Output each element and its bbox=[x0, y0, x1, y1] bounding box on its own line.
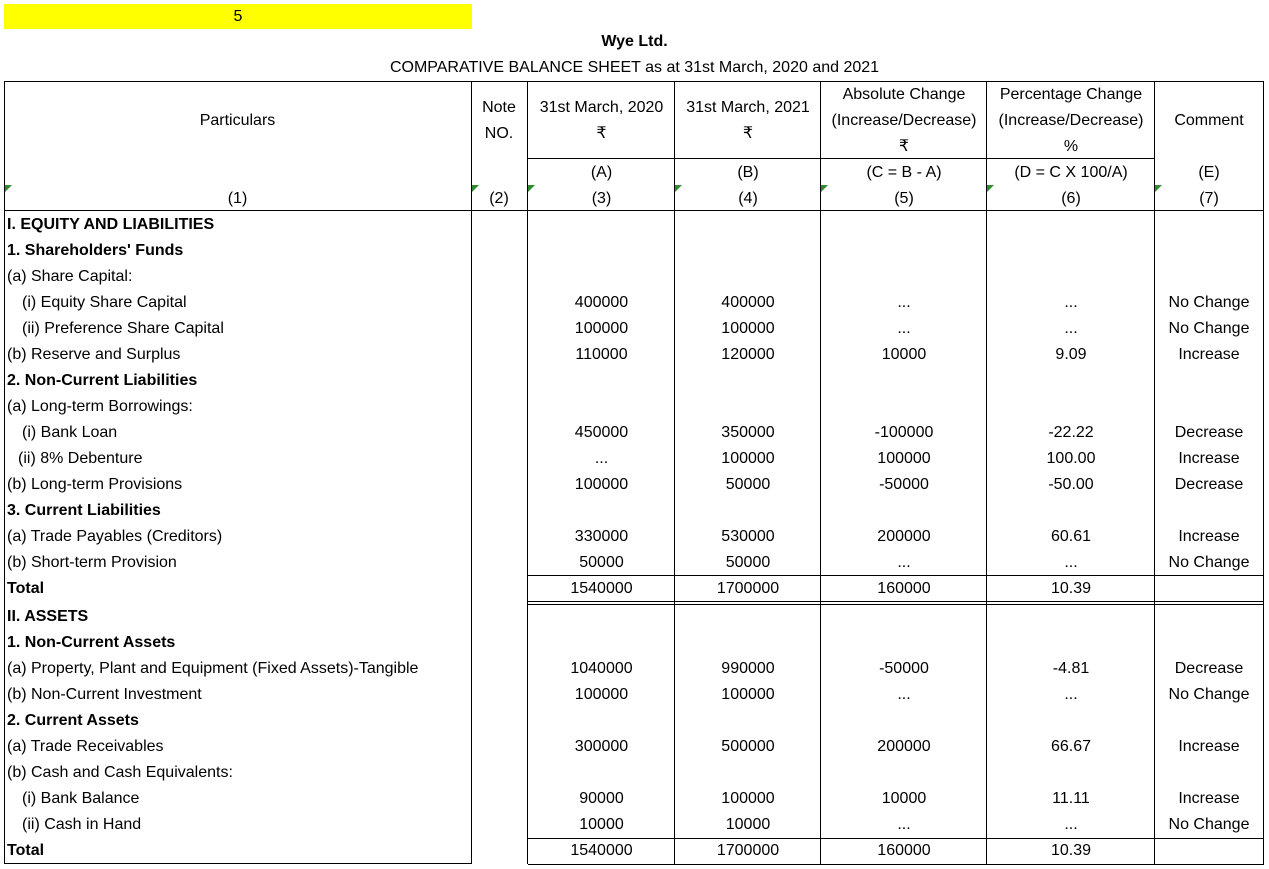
company-title: Wye Ltd. bbox=[601, 33, 668, 50]
table-row bbox=[0, 682, 1269, 708]
table-row bbox=[0, 708, 1269, 734]
percentage-change-cell[interactable]: 10.39 bbox=[1050, 842, 1092, 859]
particulars-cell[interactable]: (b) Cash and Cash Equivalents: bbox=[7, 764, 233, 781]
value-2020-cell[interactable]: ... bbox=[594, 450, 609, 467]
comment-cell[interactable]: Increase bbox=[1178, 738, 1240, 755]
percentage-change-cell[interactable]: 100.00 bbox=[1046, 450, 1096, 467]
value-2020-cell[interactable]: 100000 bbox=[574, 686, 629, 703]
table-row bbox=[0, 630, 1269, 656]
comment-cell[interactable]: Decrease bbox=[1174, 660, 1244, 677]
percentage-change-cell[interactable]: 11.11 bbox=[1052, 790, 1090, 807]
header-percentage-change-sub: (Increase/Decrease) bbox=[998, 112, 1144, 129]
comment-cell[interactable]: Decrease bbox=[1174, 424, 1244, 441]
header-note-1: Note bbox=[482, 99, 516, 116]
absolute-change-cell[interactable]: ... bbox=[897, 554, 911, 571]
value-2021-cell[interactable]: 350000 bbox=[721, 424, 775, 441]
absolute-change-cell[interactable]: ... bbox=[897, 686, 911, 703]
absolute-change-cell[interactable]: 160000 bbox=[877, 580, 931, 597]
value-2020-cell[interactable]: 1540000 bbox=[570, 842, 633, 859]
table-row bbox=[0, 604, 1269, 630]
cell-marker-icon bbox=[528, 185, 535, 192]
absolute-change-cell[interactable]: 10000 bbox=[881, 790, 927, 807]
percentage-change-cell[interactable]: ... bbox=[1064, 816, 1078, 833]
table-row bbox=[0, 760, 1269, 786]
value-2021-cell[interactable]: 100000 bbox=[721, 790, 775, 807]
absolute-change-cell[interactable]: -50000 bbox=[879, 660, 929, 677]
header-2021: 31st March, 2021 bbox=[686, 99, 810, 116]
percentage-change-cell[interactable]: 10.39 bbox=[1050, 580, 1092, 597]
particulars-cell[interactable]: (a) Long-term Borrowings: bbox=[7, 398, 193, 415]
comment-cell[interactable]: Increase bbox=[1178, 528, 1240, 545]
header-num-2: (2) bbox=[489, 190, 509, 207]
value-2021-cell[interactable]: 100000 bbox=[721, 686, 775, 703]
value-2021-cell[interactable]: 100000 bbox=[721, 320, 775, 337]
particulars-cell[interactable]: (a) Trade Payables (Creditors) bbox=[7, 528, 223, 545]
cell-marker-icon bbox=[821, 185, 828, 192]
percentage-change-cell[interactable]: 66.67 bbox=[1050, 738, 1092, 755]
value-2021-cell[interactable]: 50000 bbox=[725, 476, 771, 493]
table-row bbox=[0, 656, 1269, 682]
header-num-3: (3) bbox=[591, 190, 612, 207]
value-2020-cell[interactable]: 400000 bbox=[574, 294, 629, 311]
particulars-cell[interactable]: (i) Bank Balance bbox=[22, 790, 140, 807]
cell-marker-icon bbox=[5, 185, 12, 192]
value-2020-cell[interactable]: 10000 bbox=[579, 816, 624, 833]
value-2020-cell[interactable]: 450000 bbox=[574, 424, 629, 441]
table-row bbox=[0, 576, 1269, 602]
header-absolute-change: Absolute Change bbox=[842, 86, 966, 103]
header-sub-a: (A) bbox=[590, 164, 613, 181]
table-row bbox=[0, 524, 1269, 550]
percentage-change-cell[interactable]: 9.09 bbox=[1055, 346, 1087, 363]
cell-marker-icon bbox=[1155, 185, 1162, 192]
value-2020-cell[interactable]: 300000 bbox=[574, 738, 629, 755]
cell-marker-icon bbox=[472, 185, 479, 192]
value-2020-cell[interactable]: 100000 bbox=[574, 476, 629, 493]
table-row bbox=[0, 786, 1269, 812]
percentage-change-cell[interactable]: -4.81 bbox=[1052, 660, 1090, 677]
absolute-change-cell[interactable]: 100000 bbox=[877, 450, 931, 467]
absolute-change-cell[interactable]: ... bbox=[897, 294, 911, 311]
value-2021-cell[interactable]: 530000 bbox=[721, 528, 775, 545]
table-row bbox=[0, 550, 1269, 576]
header-percentage-change-unit: % bbox=[1063, 138, 1079, 155]
header-note-2: NO. bbox=[484, 125, 514, 142]
particulars-cell[interactable]: (i) Equity Share Capital bbox=[22, 294, 187, 311]
particulars-cell[interactable]: (a) Share Capital: bbox=[7, 268, 133, 285]
value-2021-cell[interactable]: 990000 bbox=[721, 660, 775, 677]
particulars-cell[interactable]: 2. Non-Current Liabilities bbox=[7, 372, 198, 389]
header-num-6: (6) bbox=[1061, 190, 1081, 207]
particulars-cell[interactable]: (a) Trade Receivables bbox=[7, 738, 164, 755]
particulars-cell[interactable]: (a) Property, Plant and Equipment (Fixed Assets)-Tangible bbox=[7, 660, 419, 677]
header-num-5: (5) bbox=[894, 190, 914, 207]
value-2021-cell[interactable]: 100000 bbox=[721, 450, 775, 467]
header-sub-d: (D = C X 100/A) bbox=[1014, 164, 1128, 181]
table-row bbox=[0, 812, 1269, 838]
particulars-cell[interactable]: (ii) Cash in Hand bbox=[22, 816, 142, 833]
comment-cell[interactable]: No Change bbox=[1168, 294, 1250, 311]
table-row bbox=[0, 838, 1269, 864]
cell-marker-icon bbox=[987, 185, 994, 192]
value-2020-cell[interactable]: 100000 bbox=[574, 320, 629, 337]
value-2021-cell[interactable]: 50000 bbox=[725, 554, 771, 571]
value-2021-cell[interactable]: 1700000 bbox=[716, 580, 780, 597]
header-2020: 31st March, 2020 bbox=[539, 99, 664, 116]
percentage-change-cell[interactable]: -50.00 bbox=[1048, 476, 1094, 493]
table-row bbox=[0, 212, 1269, 238]
particulars-cell[interactable]: 2. Current Assets bbox=[7, 712, 139, 729]
particulars-cell[interactable]: 1. Non-Current Assets bbox=[7, 634, 176, 651]
particulars-cell[interactable]: (b) Reserve and Surplus bbox=[7, 346, 181, 363]
absolute-change-cell[interactable]: -100000 bbox=[874, 424, 934, 441]
particulars-cell[interactable]: II. ASSETS bbox=[7, 608, 89, 625]
table-row bbox=[0, 290, 1269, 316]
header-percentage-change: Percentage Change bbox=[999, 86, 1143, 103]
value-2020-cell[interactable]: 1040000 bbox=[570, 660, 633, 677]
header-particulars: Particulars bbox=[199, 112, 276, 129]
table-row bbox=[0, 420, 1269, 446]
table-row bbox=[0, 394, 1269, 420]
particulars-cell[interactable]: 3. Current Liabilities bbox=[7, 502, 161, 519]
comment-cell[interactable]: No Change bbox=[1168, 686, 1250, 703]
absolute-change-cell[interactable]: 160000 bbox=[877, 842, 931, 859]
percentage-change-cell[interactable]: ... bbox=[1064, 686, 1078, 703]
value-2021-cell[interactable]: 400000 bbox=[721, 294, 775, 311]
table-row bbox=[0, 342, 1269, 368]
particulars-cell[interactable]: (b) Non-Current Investment bbox=[7, 686, 202, 703]
value-2020-cell[interactable]: 50000 bbox=[579, 554, 624, 571]
percentage-change-cell[interactable]: -22.22 bbox=[1048, 424, 1094, 441]
header-comment: Comment bbox=[1174, 112, 1244, 129]
comment-cell[interactable]: No Change bbox=[1168, 816, 1250, 833]
particulars-cell[interactable]: (b) Long-term Provisions bbox=[7, 476, 183, 493]
absolute-change-cell[interactable]: ... bbox=[897, 816, 911, 833]
header-num-1: (1) bbox=[227, 190, 248, 207]
particulars-cell[interactable]: (ii) 8% Debenture bbox=[18, 450, 143, 467]
percentage-change-cell[interactable]: 60.61 bbox=[1050, 528, 1092, 545]
table-row bbox=[0, 368, 1269, 394]
highlighted-cell[interactable]: 5 bbox=[4, 4, 472, 29]
header-2020-unit: ₹ bbox=[596, 125, 607, 142]
value-2021-cell[interactable]: 500000 bbox=[721, 738, 775, 755]
percentage-change-cell[interactable]: ... bbox=[1064, 294, 1078, 311]
comment-cell[interactable]: Decrease bbox=[1174, 476, 1244, 493]
absolute-change-cell[interactable]: 200000 bbox=[877, 738, 931, 755]
value-2021-cell[interactable]: 10000 bbox=[725, 816, 771, 833]
header-sub-b: (B) bbox=[737, 164, 759, 181]
comment-cell[interactable]: Increase bbox=[1178, 346, 1240, 363]
comment-cell[interactable]: No Change bbox=[1168, 320, 1250, 337]
comment-cell[interactable]: Increase bbox=[1178, 790, 1240, 807]
value-2020-cell[interactable]: 90000 bbox=[579, 790, 624, 807]
header-sub-c: (C = B - A) bbox=[866, 164, 942, 181]
particulars-cell[interactable]: (i) Bank Loan bbox=[22, 424, 118, 441]
percentage-change-cell[interactable]: ... bbox=[1064, 320, 1078, 337]
table-row bbox=[0, 264, 1269, 290]
header-sub-e: (E) bbox=[1198, 164, 1220, 181]
particulars-cell[interactable]: (b) Short-term Provision bbox=[7, 554, 177, 571]
particulars-cell[interactable]: Total bbox=[7, 580, 45, 597]
value-2020-cell[interactable]: 1540000 bbox=[570, 580, 633, 597]
cell-marker-icon bbox=[675, 185, 682, 192]
table-row bbox=[0, 472, 1269, 498]
header-num-4: (4) bbox=[738, 190, 758, 207]
percentage-change-cell[interactable]: ... bbox=[1064, 554, 1078, 571]
table-row bbox=[0, 446, 1269, 472]
value-2020-cell[interactable]: 330000 bbox=[574, 528, 629, 545]
absolute-change-cell[interactable]: ... bbox=[897, 320, 911, 337]
header-absolute-change-unit: ₹ bbox=[898, 138, 910, 155]
particulars-cell[interactable]: 1. Shareholders' Funds bbox=[7, 242, 184, 259]
comment-cell[interactable]: Increase bbox=[1178, 450, 1240, 467]
header-num-7: (7) bbox=[1199, 190, 1219, 207]
table-row bbox=[0, 734, 1269, 760]
value-2021-cell[interactable]: 120000 bbox=[721, 346, 775, 363]
particulars-cell[interactable]: Total bbox=[7, 842, 45, 859]
value-2020-cell[interactable]: 110000 bbox=[575, 346, 628, 363]
value-2021-cell[interactable]: 1700000 bbox=[716, 842, 780, 859]
table-row bbox=[0, 238, 1269, 264]
absolute-change-cell[interactable]: 200000 bbox=[877, 528, 931, 545]
particulars-cell[interactable]: I. EQUITY AND LIABILITIES bbox=[7, 216, 215, 233]
table-row bbox=[0, 316, 1269, 342]
absolute-change-cell[interactable]: 10000 bbox=[881, 346, 927, 363]
header-2021-unit: ₹ bbox=[742, 125, 754, 142]
particulars-cell[interactable]: (ii) Preference Share Capital bbox=[22, 320, 224, 337]
sheet-subtitle: COMPARATIVE BALANCE SHEET as at 31st March, 2020 and 2021 bbox=[389, 59, 880, 76]
table-row bbox=[0, 498, 1269, 524]
comment-cell[interactable]: No Change bbox=[1168, 554, 1250, 571]
header-absolute-change-sub: (Increase/Decrease) bbox=[831, 112, 977, 129]
absolute-change-cell[interactable]: -50000 bbox=[879, 476, 929, 493]
